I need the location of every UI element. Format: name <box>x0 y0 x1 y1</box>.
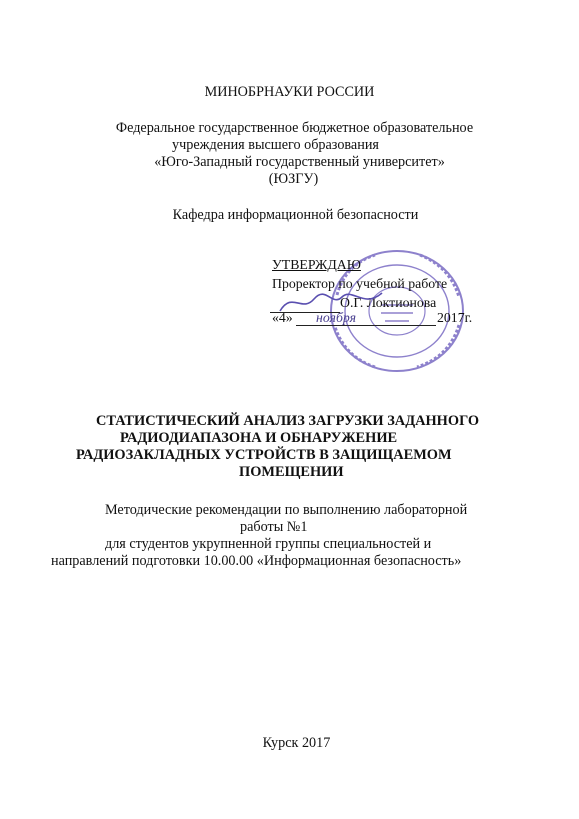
institution-line-3: «Юго-Западный государственный университет» <box>154 154 445 170</box>
department-name: Кафедра информационной безопасности <box>172 207 419 223</box>
city-year: Курск 2017 <box>262 735 331 751</box>
subtitle-line-2: работы №1 <box>240 519 308 535</box>
subtitle-line-4: направлений подготовки 10.00.00 «Информационная безопасность» <box>51 553 462 569</box>
approval-position: Проректор по учебной работе <box>272 276 448 291</box>
document-title-line-1: СТАТИСТИЧЕСКИЙ АНАЛИЗ ЗАГРУЗКИ ЗАДАННОГО <box>96 413 480 429</box>
ministry-name: МИНОБРНАУКИ РОССИИ <box>204 84 375 100</box>
approval-date-day: «4» <box>272 310 293 325</box>
approval-date-year: 2017г. <box>437 310 473 325</box>
subtitle-line-3: для студентов укрупненной группы специальностей и <box>105 536 432 552</box>
document-title-line-2: РАДИОДИАПАЗОНА И ОБНАРУЖЕНИЕ <box>120 430 398 446</box>
date-line <box>296 325 436 326</box>
document-title-line-3: РАДИОЗАКЛАДНЫХ УСТРОЙСТВ В ЗАЩИЩАЕМОМ <box>76 447 452 463</box>
institution-line-2: учреждения высшего образования <box>172 137 379 153</box>
institution-line-1: Федеральное государственное бюджетное образовательное <box>115 120 474 136</box>
document-title-line-4: ПОМЕЩЕНИИ <box>239 464 344 480</box>
approval-name: О.Г. Локтионова <box>340 295 437 310</box>
subtitle-line-1: Методические рекомендации по выполнению лабораторной <box>105 502 468 518</box>
approval-date-month: ноября <box>316 310 357 325</box>
institution-abbr: (ЮЗГУ) <box>268 171 319 187</box>
approval-title: УТВЕРЖДАЮ <box>272 257 361 272</box>
